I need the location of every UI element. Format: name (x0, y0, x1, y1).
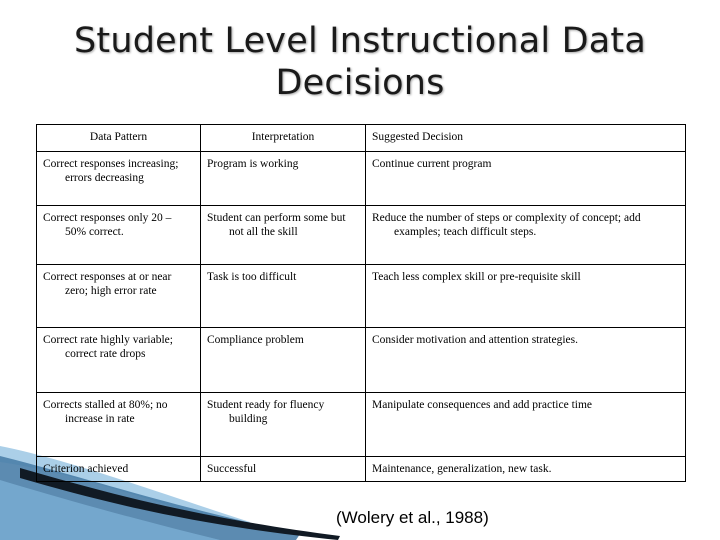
table-header-row (37, 125, 686, 152)
table-row (37, 393, 686, 456)
cell-interpretation (201, 264, 366, 327)
cell-data-pattern (37, 456, 201, 481)
title-line-1: Student Level Instructional Data (73, 21, 646, 61)
cell-data-pattern (37, 152, 201, 206)
header-data-pattern: Data Pattern (37, 125, 201, 152)
header-interpretation: Interpretation (201, 125, 366, 152)
table-row (37, 205, 686, 264)
header-suggested-decision: Suggested Decision (366, 125, 686, 152)
cell-interpretation (201, 152, 366, 206)
table-row (37, 264, 686, 327)
cell-text: Student ready for fluency building (207, 399, 325, 426)
page-title (40, 20, 680, 104)
cell-suggested-decision (366, 205, 686, 264)
table-row (37, 456, 686, 481)
cell-data-pattern (37, 328, 201, 393)
cell-suggested-decision (366, 456, 686, 481)
cell-data-pattern (37, 264, 201, 327)
cell-data-pattern (37, 205, 201, 264)
cell-text: Continue current program (372, 158, 492, 170)
cell-text: Compliance problem (207, 334, 304, 347)
cell-text: Correct rate highly variable; correct rate drops (43, 334, 173, 361)
title-line-2: Decisions (275, 63, 445, 103)
table-row (37, 328, 686, 393)
cell-suggested-decision (366, 393, 686, 456)
cell-suggested-decision (366, 328, 686, 393)
cell-suggested-decision (366, 264, 686, 327)
citation: (Wolery et al., 1988) (336, 508, 489, 527)
cell-interpretation (201, 456, 366, 481)
cell-text: Teach less complex skill or pre-requisite skill (372, 270, 581, 283)
cell-text: Criterion achieved (43, 462, 129, 475)
table-row (37, 152, 686, 206)
cell-text: Correct responses only 20 – 50% correct. (43, 211, 172, 238)
cell-text: Successful (207, 462, 257, 475)
cell-interpretation (201, 393, 366, 456)
cell-data-pattern (37, 393, 201, 456)
cell-text: Task is too difficult (207, 270, 297, 283)
cell-text: Program is working (207, 158, 299, 170)
cell-text: Manipulate consequences and add practice time (372, 399, 593, 412)
cell-interpretation (201, 205, 366, 264)
cell-text: Correct responses at or near zero; high error rate (43, 270, 172, 297)
cell-text: Correct responses increasing; errors decreasing (43, 158, 179, 184)
cell-interpretation (201, 328, 366, 393)
cell-suggested-decision (366, 152, 686, 206)
cell-text: Corrects stalled at 80%; no increase in rate (43, 399, 168, 426)
cell-text: Student can perform some but not all the skill (207, 211, 346, 238)
decision-table (36, 124, 686, 482)
cell-text: Consider motivation and attention strategies. (372, 334, 579, 347)
cell-text: Maintenance, generalization, new task. (372, 462, 552, 475)
cell-text: Reduce the number of steps or complexity of concept; add examples; teach difficult steps. (372, 211, 641, 238)
